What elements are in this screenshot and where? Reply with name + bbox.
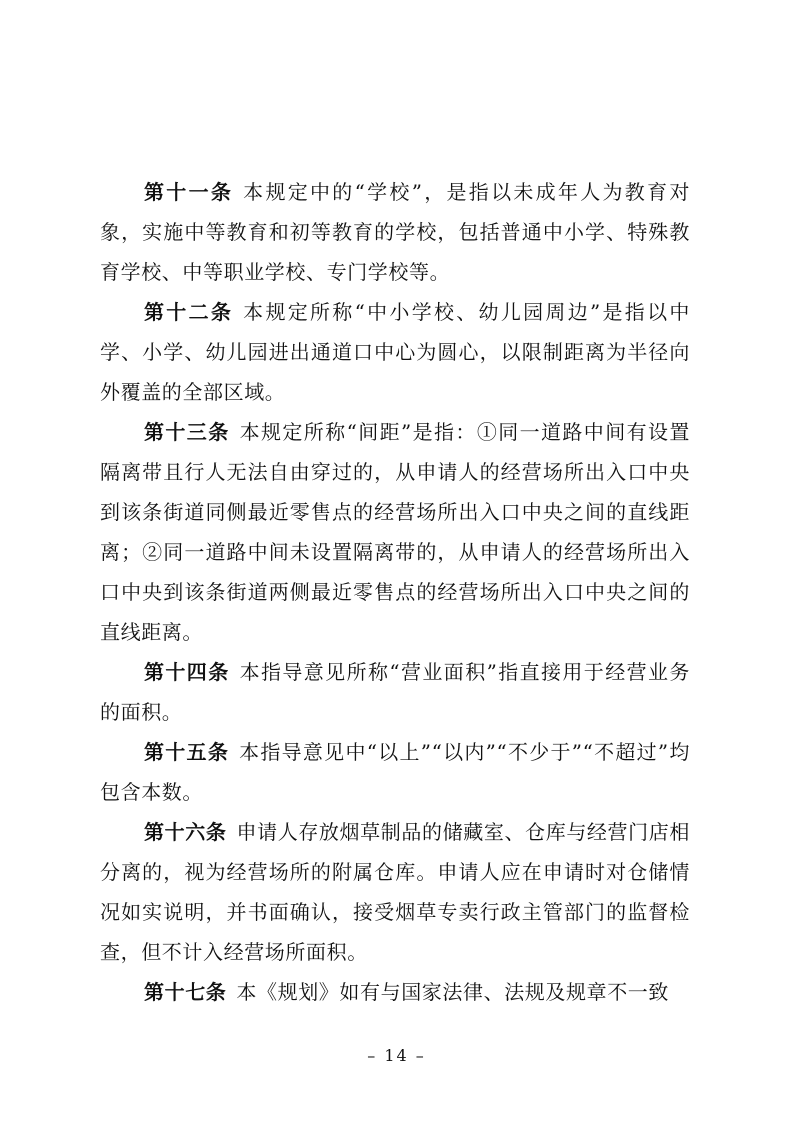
article-17 [100, 972, 690, 1012]
article-text: 本《规划》如有与国家法律、法规及规章不一致 [236, 980, 670, 1004]
article-label: 第十五条 [144, 740, 230, 764]
article-label: 第十三条 [144, 420, 230, 444]
article-text: 本指导意见所称“营业面积”指直接用于经营业务的面积。 [100, 660, 690, 724]
article-text: 本规定中的“学校”，是指以未成年人为教育对象，实施中等教育和初等教育的学校，包括普通中小学、特殊教育学校、中等职业学校、专门学校等。 [100, 180, 690, 284]
article-label: 第十一条 [144, 180, 234, 204]
article-label: 第十二条 [144, 300, 234, 324]
article-label: 第十七条 [144, 980, 227, 1004]
article-text: 本指导意见中“以上”“以内”“不少于”“不超过”均包含本数。 [100, 740, 690, 804]
article-list [100, 172, 690, 1012]
article-15 [100, 732, 690, 812]
page-number: – 14 – [367, 1046, 426, 1065]
article-16 [100, 812, 690, 972]
article-13 [100, 412, 690, 652]
article-text: 申请人存放烟草制品的储藏室、仓库与经营门店相分离的，视为经营场所的附属仓库。申请人应在申请时对仓储情况如实说明，并书面确认，接受烟草专卖行政主管部门的监督检查，但不计入经营场所面积。 [100, 820, 690, 964]
article-text: 本规定所称“中小学校、幼儿园周边”是指以中学、小学、幼儿园进出通道口中心为圆心，以限制距离为半径向外覆盖的全部区域。 [100, 300, 690, 404]
article-11 [100, 172, 690, 292]
article-14 [100, 652, 690, 732]
article-label: 第十四条 [144, 660, 230, 684]
article-label: 第十六条 [144, 820, 227, 844]
article-text: 本规定所称“间距”是指：①同一道路中间有设置隔离带且行人无法自由穿过的，从申请人的经营场所出入口中央到该条街道同侧最近零售点的经营场所出入口中央之间的直线距离；②同一道路中间未设置隔离带的，从申请人的经营场所出入口中央到该条街道两侧最近零售点的经营场所出入口中央之间的直线距离。 [100, 420, 690, 644]
article-12 [100, 292, 690, 412]
